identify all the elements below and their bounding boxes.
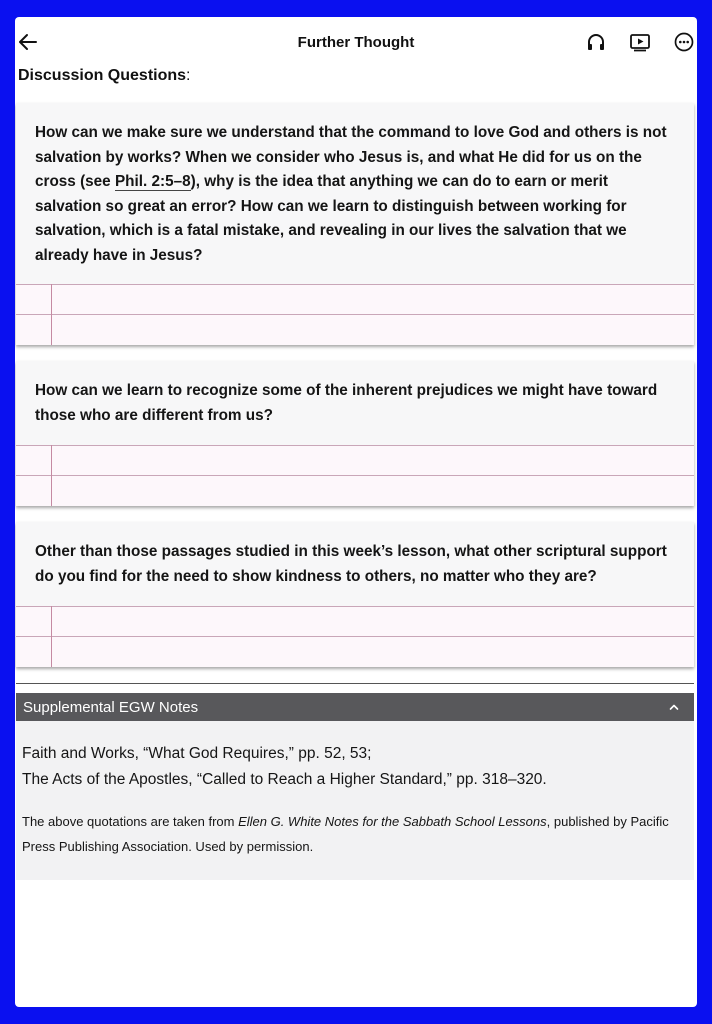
question-text: How can we make sure we understand that the command to love God and others is not salvation by works? When we consider who Jesus is, and what He did for us on the cross (see Phil. 2:5–8), why is the idea that anything we can do to earn or merit salvation so great an error? How can we learn to distinguish between working for salvation, which is a fatal mistake, and revealing in our lives the salvation that we already have in Jesus? <box>35 124 667 264</box>
egw-book-title: Ellen G. White Notes for the Sabbath School Lessons <box>238 814 547 829</box>
answer-margin-line <box>51 606 52 667</box>
egw-notes-header[interactable] <box>16 693 694 721</box>
question-card <box>16 361 694 506</box>
top-bar <box>15 17 697 65</box>
question-card <box>16 522 694 667</box>
answer-area[interactable] <box>16 284 694 345</box>
egw-reference: Faith and Works, “What God Requires,” pp. 52, 53; <box>22 745 372 762</box>
bible-reference-link[interactable]: Phil. 2:5–8 <box>114 173 191 190</box>
answer-line <box>16 475 694 505</box>
answer-area[interactable] <box>16 445 694 506</box>
question-text: Other than those passages studied in this week’s lesson, what other scriptural support do you find for the need to show kindness to others, no matter who they are? <box>35 543 667 585</box>
answer-line <box>16 445 694 475</box>
egw-notes-title: Supplemental EGW Notes <box>23 699 199 716</box>
egw-reference: The Acts of the Apostles, “Called to Reach a Higher Standard,” pp. 318–320. <box>22 771 547 788</box>
answer-line <box>16 606 694 636</box>
answer-line <box>16 314 694 344</box>
question-card <box>16 103 694 345</box>
chevron-up-icon[interactable] <box>668 701 680 713</box>
headphones-icon[interactable] <box>585 31 607 53</box>
page-title: Further Thought <box>297 34 415 51</box>
divider <box>16 683 694 684</box>
egw-permission-note: The above quotations are taken from Ellen G. White Notes for the Sabbath School Lessons, published by Pacific Press Publishing Association. Used by permission. <box>22 814 669 854</box>
play-video-icon[interactable] <box>629 31 651 53</box>
answer-margin-line <box>51 445 52 506</box>
egw-notes-panel <box>16 693 694 880</box>
question-text: How can we learn to recognize some of the inherent prejudices we might have toward those who are different from us? <box>35 382 658 424</box>
answer-margin-line <box>51 284 52 345</box>
section-heading: Discussion Questions: <box>18 67 191 84</box>
more-options-icon[interactable] <box>673 31 695 53</box>
answer-area[interactable] <box>16 606 694 667</box>
answer-line <box>16 284 694 314</box>
answer-line <box>16 636 694 666</box>
app-window <box>15 17 697 1007</box>
